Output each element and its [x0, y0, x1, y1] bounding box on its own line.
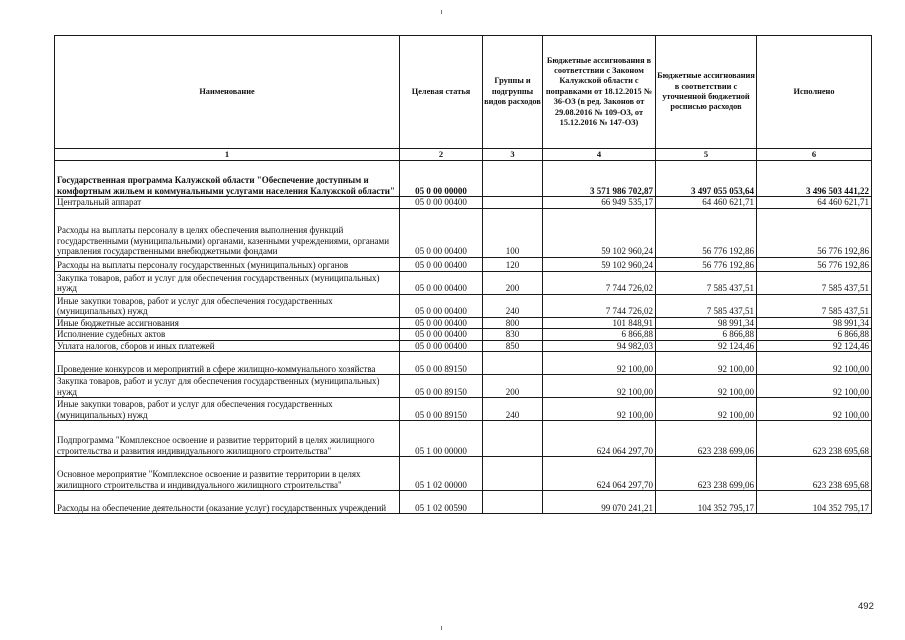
row-name: Иные закупки товаров, работ и услуг для обеспечения государственных (муниципальных) нужд — [55, 398, 400, 421]
table-row — [55, 197, 872, 209]
row-expense-group — [483, 161, 543, 197]
row-refined-amount: 6 866,88 — [656, 329, 757, 341]
row-approved-amount: 59 102 960,24 — [543, 208, 656, 257]
row-target-article: 05 1 00 00000 — [400, 421, 483, 457]
header-approved-allocations: Бюджетные ассигнования в соответствии с Законом Калужской области с поправками от 18.12.2015 № 36-ОЗ (в ред. Законов от 29.08.2016 № 109-ОЗ, от 15.12.2016 № 147-ОЗ) — [543, 36, 656, 149]
scan-mark-bottom — [441, 626, 442, 630]
table-row — [55, 317, 872, 329]
row-executed-amount: 6 866,88 — [757, 329, 872, 341]
header-target-article: Целевая статья — [400, 36, 483, 149]
row-refined-amount: 92 100,00 — [656, 398, 757, 421]
row-refined-amount: 56 776 192,86 — [656, 257, 757, 271]
table-row — [55, 294, 872, 317]
row-target-article: 05 0 00 00400 — [400, 329, 483, 341]
column-number: 6 — [757, 149, 872, 161]
column-number: 4 — [543, 149, 656, 161]
row-refined-amount: 56 776 192,86 — [656, 208, 757, 257]
row-approved-amount: 92 100,00 — [543, 398, 656, 421]
row-expense-group: 200 — [483, 271, 543, 294]
table-row — [55, 340, 872, 352]
row-target-article: 05 0 00 00400 — [400, 340, 483, 352]
row-refined-amount: 104 352 795,17 — [656, 491, 757, 514]
row-approved-amount: 3 571 986 702,87 — [543, 161, 656, 197]
row-executed-amount: 92 100,00 — [757, 375, 872, 398]
table-row — [55, 457, 872, 491]
row-approved-amount: 7 744 726,02 — [543, 271, 656, 294]
row-refined-amount: 623 238 699,06 — [656, 457, 757, 491]
row-refined-amount: 92 100,00 — [656, 352, 757, 375]
table-row — [55, 398, 872, 421]
row-target-article: 05 0 00 00400 — [400, 208, 483, 257]
row-approved-amount: 99 070 241,21 — [543, 491, 656, 514]
row-name: Иные закупки товаров, работ и услуг для обеспечения государственных (муниципальных) нужд — [55, 294, 400, 317]
row-name: Подпрограмма "Комплексное освоение и развитие территорий в целях жилищного строительства и развития индивидуального жилищного строительства" — [55, 421, 400, 457]
row-approved-amount: 624 064 297,70 — [543, 457, 656, 491]
row-executed-amount: 7 585 437,51 — [757, 271, 872, 294]
row-executed-amount: 623 238 695,68 — [757, 457, 872, 491]
row-target-article: 05 0 00 89150 — [400, 352, 483, 375]
row-refined-amount: 623 238 699,06 — [656, 421, 757, 457]
table-row — [55, 352, 872, 375]
row-target-article: 05 0 00 00400 — [400, 197, 483, 209]
table-row — [55, 375, 872, 398]
row-approved-amount: 92 100,00 — [543, 375, 656, 398]
table-row — [55, 208, 872, 257]
header-refined-allocations: Бюджетные ассигнования в соответствии с уточненной бюджетной росписью расходов — [656, 36, 757, 149]
row-executed-amount: 56 776 192,86 — [757, 257, 872, 271]
row-name: Иные бюджетные ассигнования — [55, 317, 400, 329]
row-target-article: 05 0 00 00400 — [400, 294, 483, 317]
scan-mark-top — [441, 10, 442, 14]
row-name: Уплата налогов, сборов и иных платежей — [55, 340, 400, 352]
header-expense-groups: Группы и подгруппы видов расходов — [483, 36, 543, 149]
row-name: Расходы на выплаты персоналу в целях обеспечения выполнения функций государственными (муниципальными) органами, казенными учреждениями, органами управления государственными внебюджетными фондами — [55, 208, 400, 257]
row-executed-amount: 623 238 695,68 — [757, 421, 872, 457]
row-target-article: 05 0 00 00000 — [400, 161, 483, 197]
row-expense-group — [483, 352, 543, 375]
row-expense-group — [483, 197, 543, 209]
row-executed-amount: 64 460 621,71 — [757, 197, 872, 209]
row-approved-amount: 101 848,91 — [543, 317, 656, 329]
row-approved-amount: 7 744 726,02 — [543, 294, 656, 317]
row-executed-amount: 104 352 795,17 — [757, 491, 872, 514]
table-header-row — [55, 36, 872, 149]
row-refined-amount: 64 460 621,71 — [656, 197, 757, 209]
row-expense-group: 100 — [483, 208, 543, 257]
row-name: Закупка товаров, работ и услуг для обеспечения государственных (муниципальных) нужд — [55, 375, 400, 398]
column-numbers-row — [55, 149, 872, 161]
row-approved-amount: 624 064 297,70 — [543, 421, 656, 457]
row-expense-group — [483, 457, 543, 491]
row-name: Основное мероприятие "Комплексное освоение и развитие территории в целях жилищного строительства и индивидуального жилищного строительства" — [55, 457, 400, 491]
row-expense-group: 800 — [483, 317, 543, 329]
row-refined-amount: 7 585 437,51 — [656, 271, 757, 294]
row-approved-amount: 6 866,88 — [543, 329, 656, 341]
row-executed-amount: 92 100,00 — [757, 352, 872, 375]
row-target-article: 05 1 02 00590 — [400, 491, 483, 514]
table-row — [55, 491, 872, 514]
row-expense-group — [483, 421, 543, 457]
column-number: 5 — [656, 149, 757, 161]
row-target-article: 05 0 00 00400 — [400, 271, 483, 294]
row-target-article: 05 1 02 00000 — [400, 457, 483, 491]
table-row — [55, 421, 872, 457]
header-executed: Исполнено — [757, 36, 872, 149]
row-refined-amount: 92 124,46 — [656, 340, 757, 352]
row-executed-amount: 3 496 503 441,22 — [757, 161, 872, 197]
row-executed-amount: 92 124,46 — [757, 340, 872, 352]
row-name: Расходы на выплаты персоналу государственных (муниципальных) органов — [55, 257, 400, 271]
row-name: Закупка товаров, работ и услуг для обеспечения государственных (муниципальных) нужд — [55, 271, 400, 294]
row-name: Исполнение судебных актов — [55, 329, 400, 341]
row-target-article: 05 0 00 89150 — [400, 398, 483, 421]
table-row — [55, 161, 872, 197]
table-row — [55, 257, 872, 271]
row-expense-group — [483, 491, 543, 514]
row-target-article: 05 0 00 00400 — [400, 317, 483, 329]
row-executed-amount: 92 100,00 — [757, 398, 872, 421]
row-refined-amount: 7 585 437,51 — [656, 294, 757, 317]
row-expense-group: 120 — [483, 257, 543, 271]
row-name: Расходы на обеспечение деятельности (оказание услуг) государственных учреждений — [55, 491, 400, 514]
row-approved-amount: 59 102 960,24 — [543, 257, 656, 271]
row-target-article: 05 0 00 89150 — [400, 375, 483, 398]
row-refined-amount: 3 497 055 053,64 — [656, 161, 757, 197]
column-number: 1 — [55, 149, 400, 161]
row-executed-amount: 98 991,34 — [757, 317, 872, 329]
row-refined-amount: 92 100,00 — [656, 375, 757, 398]
table-row — [55, 329, 872, 341]
row-target-article: 05 0 00 00400 — [400, 257, 483, 271]
row-name: Центральный аппарат — [55, 197, 400, 209]
column-number: 3 — [483, 149, 543, 161]
row-approved-amount: 66 949 535,17 — [543, 197, 656, 209]
table-row — [55, 271, 872, 294]
table-body — [55, 161, 872, 514]
header-name: Наименование — [55, 36, 400, 149]
row-refined-amount: 98 991,34 — [656, 317, 757, 329]
row-expense-group: 850 — [483, 340, 543, 352]
row-executed-amount: 56 776 192,86 — [757, 208, 872, 257]
budget-execution-table — [54, 35, 872, 514]
column-number: 2 — [400, 149, 483, 161]
row-expense-group: 830 — [483, 329, 543, 341]
row-expense-group: 240 — [483, 398, 543, 421]
page-number: 492 — [858, 601, 874, 612]
row-approved-amount: 94 982,03 — [543, 340, 656, 352]
row-expense-group: 200 — [483, 375, 543, 398]
row-name: Государственная программа Калужской области "Обеспечение доступным и комфортным жильем и коммунальными услугами населения Калужской области" — [55, 161, 400, 197]
row-approved-amount: 92 100,00 — [543, 352, 656, 375]
row-executed-amount: 7 585 437,51 — [757, 294, 872, 317]
row-expense-group: 240 — [483, 294, 543, 317]
row-name: Проведение конкурсов и мероприятий в сфере жилищно-коммунального хозяйства — [55, 352, 400, 375]
